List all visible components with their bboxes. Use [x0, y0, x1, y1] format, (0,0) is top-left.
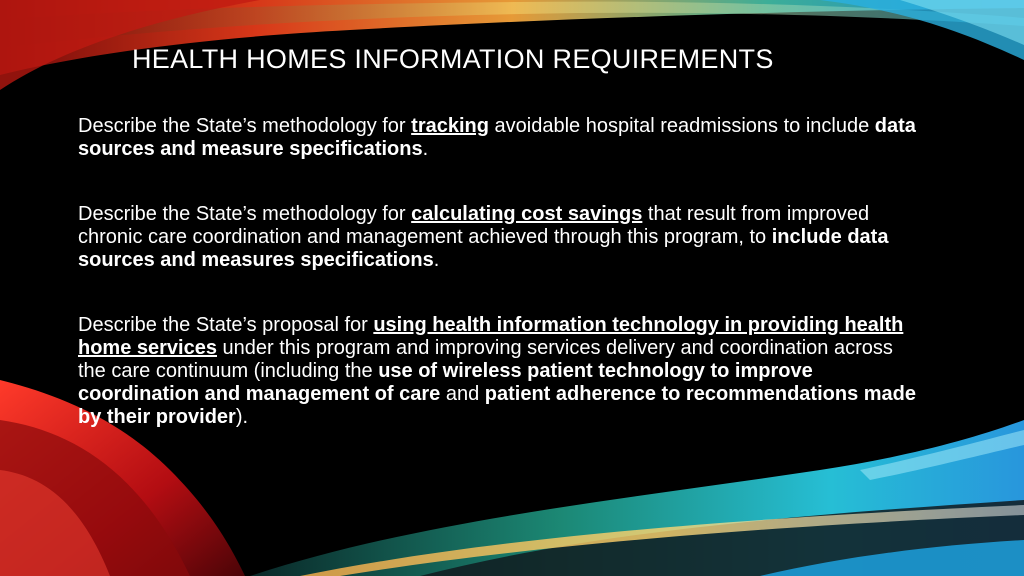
text-run: under this program and improving services delivery and coordination across the care continuum (including the	[78, 337, 893, 382]
paragraph-cost-savings	[78, 203, 918, 272]
text-run: Describe the State’s methodology for	[78, 203, 412, 225]
paragraph-readmissions	[78, 115, 918, 161]
text-run: Describe the State’s proposal for	[78, 314, 374, 336]
text-run: .	[433, 249, 440, 271]
bold-term: use of wireless patient technology to improve coordination and management of care	[78, 360, 813, 405]
underlined-term: calculating cost savings	[411, 203, 643, 225]
paragraph-health-it	[78, 314, 918, 429]
text-run: avoidable hospital readmissions to include	[488, 115, 875, 137]
slide-body	[78, 115, 918, 471]
bold-term: patient adherence to recommendations made by their provider	[78, 383, 917, 428]
text-run: .	[422, 138, 429, 160]
text-run: ).	[235, 406, 249, 428]
text-run: Describe the State’s methodology for	[78, 115, 412, 137]
text-run: and	[440, 383, 485, 405]
bold-term: include data sources and measures specifications	[78, 226, 889, 271]
underlined-term: tracking	[411, 115, 489, 137]
slide-title: HEALTH HOMES INFORMATION REQUIREMENTS	[132, 44, 774, 74]
bold-term: data sources and measure specifications	[78, 115, 916, 160]
underlined-term: using health information technology in providing health home services	[78, 314, 904, 359]
text-run: that result from improved chronic care coordination and management achieved through this program, to	[78, 203, 870, 248]
